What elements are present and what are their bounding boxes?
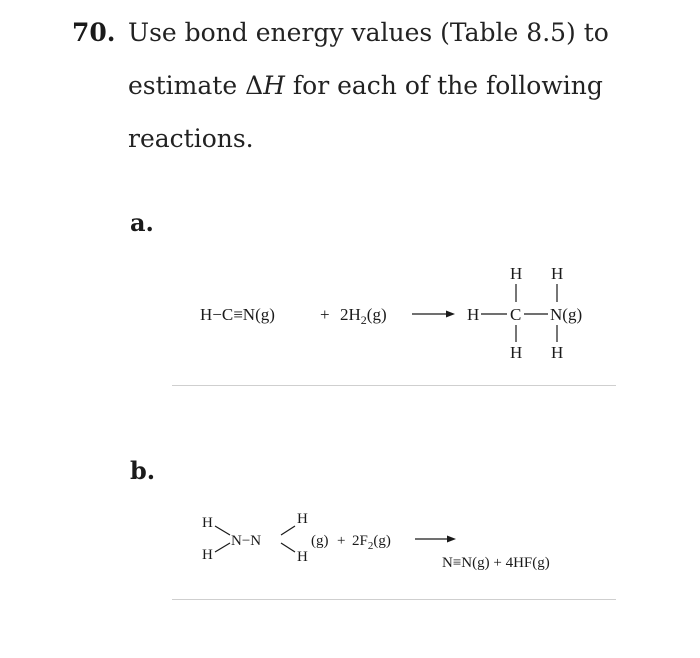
- problem-text-suffix: for each of the following: [284, 71, 603, 100]
- part-b-label: b.: [130, 456, 156, 485]
- enthalpy-variable: H: [263, 71, 285, 100]
- atom-n-n: N−N: [231, 533, 262, 549]
- product-methylamine: [467, 264, 582, 362]
- atom-h-lower-right: H: [297, 549, 308, 565]
- atom-h-top-left: H: [510, 264, 523, 283]
- atom-c: C: [510, 305, 522, 324]
- reaction-b-plus: +: [337, 533, 346, 549]
- product-n2-hf: N≡N(g) + 4HF(g): [442, 555, 550, 571]
- reactant-hydrazine: [202, 511, 329, 565]
- reaction-a: [200, 264, 582, 362]
- atom-h-top-right: H: [551, 264, 564, 283]
- problem-text-line-3: reactions.: [128, 124, 254, 153]
- atom-h-lower-left: H: [202, 547, 213, 563]
- atom-h-upper-left: H: [202, 515, 213, 531]
- part-a-label: a.: [130, 208, 154, 237]
- delta-symbol: Δ: [245, 71, 264, 100]
- reactant-hydrazine-phase: (g): [311, 533, 329, 549]
- reactant-f2: $2F_2(g)$: [352, 533, 391, 552]
- atom-h-bottom-right: H: [551, 343, 564, 362]
- reactant-h2: $2H_2(g)$: [340, 305, 387, 327]
- atom-h-bottom-left: H: [510, 343, 523, 362]
- reaction-b-arrow: [415, 536, 456, 543]
- problem-number: 70.: [72, 18, 116, 47]
- reaction-a-plus: +: [320, 305, 330, 324]
- atom-h-left: H: [467, 305, 480, 324]
- atom-n: N(g): [550, 305, 583, 324]
- reactant-hcn: H−C≡N(g): [200, 305, 275, 324]
- problem-text-prefix: estimate: [128, 71, 246, 100]
- divider-a: [172, 385, 616, 386]
- problem-text-line-1: Use bond energy values (Table 8.5) to: [128, 18, 609, 47]
- reaction-b: [202, 511, 550, 571]
- atom-h-upper-right: H: [297, 511, 308, 527]
- divider-b: [172, 599, 616, 600]
- reaction-a-arrow: [412, 311, 455, 318]
